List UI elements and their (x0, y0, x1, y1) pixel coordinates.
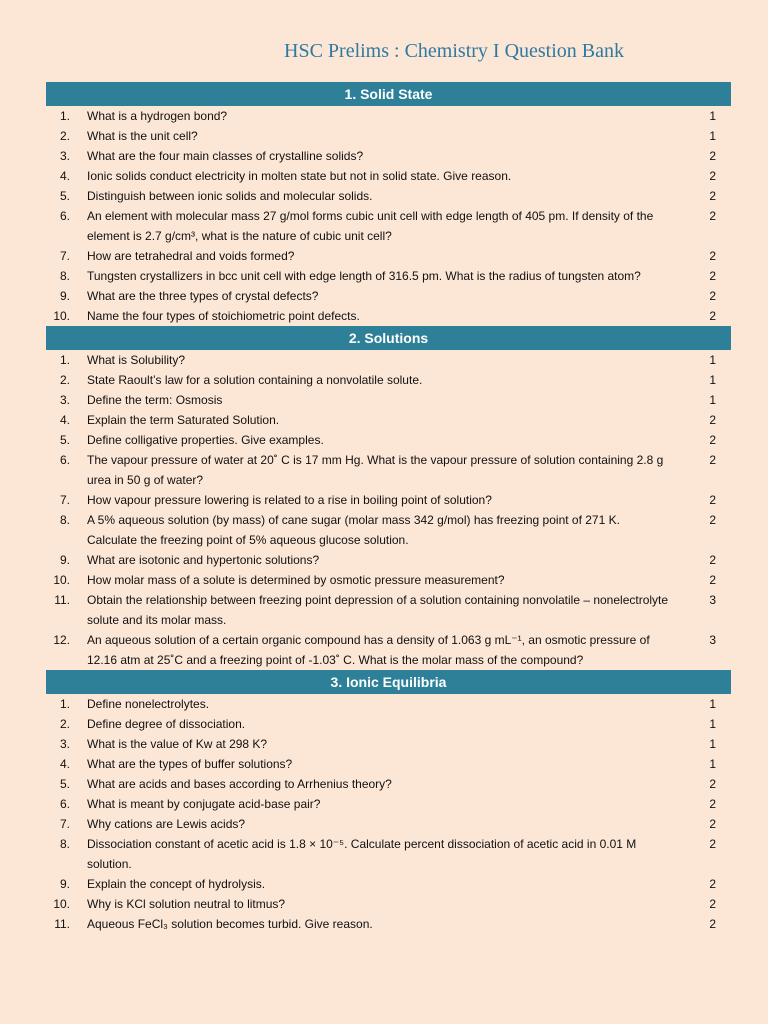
question-marks: 2 (709, 573, 716, 587)
question-row (46, 450, 731, 490)
question-row (46, 550, 731, 570)
question-marks: 1 (709, 129, 716, 143)
question-row (46, 914, 731, 934)
question-text: Define nonelectrolytes. (87, 697, 210, 711)
question-number: 8. (59, 513, 70, 527)
question-text: What is Solubility? (87, 353, 186, 367)
question-number: 2. (59, 373, 70, 387)
question-number: 3. (59, 393, 70, 407)
question-marks: 2 (709, 917, 716, 931)
question-row (46, 146, 731, 166)
question-text: An aqueous solution of a certain organic compound has a density of 1.063 g mL⁻¹, an osmotic pressure of 12.16 atm at 25˚C and a freezing point of -1.03˚ C. What is the molar mass of the compound? (87, 633, 650, 667)
question-row (46, 834, 731, 874)
question-row (46, 714, 731, 734)
question-row (46, 894, 731, 914)
question-text: What are the four main classes of crystalline solids? (87, 149, 364, 163)
question-row (46, 186, 731, 206)
question-row (46, 206, 731, 246)
question-number: 5. (59, 189, 70, 203)
question-marks: 2 (709, 553, 716, 567)
section-header: 2. Solutions (46, 326, 731, 350)
question-row (46, 266, 731, 286)
question-number: 3. (59, 149, 70, 163)
question-number: 9. (59, 553, 70, 567)
page-title: HSC Prelims : Chemistry I Question Bank (284, 40, 624, 62)
question-row (46, 754, 731, 774)
question-marks: 2 (709, 433, 716, 447)
question-text: State Raoult’s law for a solution containing a nonvolatile solute. (87, 373, 423, 387)
question-text: How molar mass of a solute is determined by osmotic pressure measurement? (87, 573, 505, 587)
question-number: 5. (59, 433, 70, 447)
question-row (46, 370, 731, 390)
question-marks: 3 (709, 633, 716, 647)
question-number: 3. (59, 737, 70, 751)
question-text: An element with molecular mass 27 g/mol forms cubic unit cell with edge length of 405 pm. If density of the element is 2.7 g/cm³, what is the nature of cubic unit cell? (87, 209, 654, 243)
question-number: 8. (59, 837, 70, 851)
question-text: Distinguish between ionic solids and molecular solids. (87, 189, 373, 203)
question-text: Define colligative properties. Give examples. (87, 433, 324, 447)
question-marks: 1 (709, 353, 716, 367)
question-row (46, 774, 731, 794)
question-marks: 2 (709, 169, 716, 183)
question-number: 11. (54, 917, 70, 931)
question-row (46, 286, 731, 306)
question-marks: 2 (709, 209, 716, 223)
question-number: 9. (59, 877, 70, 891)
question-text: What are acids and bases according to Arrhenius theory? (87, 777, 392, 791)
question-number: 2. (59, 129, 70, 143)
question-marks: 2 (709, 877, 716, 891)
question-row (46, 510, 731, 550)
question-number: 1. (59, 109, 70, 123)
question-marks: 1 (709, 373, 716, 387)
question-number: 5. (59, 777, 70, 791)
question-row (46, 246, 731, 266)
question-marks: 1 (709, 717, 716, 731)
question-text: What are the three types of crystal defects? (87, 289, 319, 303)
question-marks: 1 (709, 697, 716, 711)
question-marks: 2 (709, 797, 716, 811)
question-text: Explain the concept of hydrolysis. (87, 877, 266, 891)
section-header: 3. Ionic Equilibria (46, 670, 731, 694)
question-text: How are tetrahedral and voids formed? (87, 249, 295, 263)
question-number: 6. (59, 209, 70, 223)
question-row (46, 350, 731, 370)
question-number: 2. (59, 717, 70, 731)
question-text: Why cations are Lewis acids? (87, 817, 246, 831)
question-number: 8. (59, 269, 70, 283)
question-number: 7. (59, 817, 70, 831)
question-row (46, 734, 731, 754)
question-row (46, 694, 731, 714)
question-number: 10. (53, 309, 70, 323)
question-number: 9. (59, 289, 70, 303)
question-row (46, 874, 731, 894)
question-marks: 1 (709, 393, 716, 407)
question-number: 10. (53, 897, 70, 911)
question-number: 12. (53, 633, 70, 647)
question-number: 4. (59, 169, 70, 183)
question-row (46, 490, 731, 510)
question-marks: 2 (709, 149, 716, 163)
question-text: Explain the term Saturated Solution. (87, 413, 280, 427)
question-marks: 2 (709, 189, 716, 203)
question-row (46, 166, 731, 186)
question-number: 1. (59, 697, 70, 711)
question-number: 7. (59, 493, 70, 507)
question-marks: 3 (709, 593, 716, 607)
question-text: Obtain the relationship between freezing point depression of a solution containing nonvolatile – nonelectrolyte solute and its molar mass. (87, 593, 669, 627)
question-marks: 2 (709, 837, 716, 851)
question-row (46, 126, 731, 146)
question-text: A 5% aqueous solution (by mass) of cane sugar (molar mass 342 g/mol) has freezing point of 271 K. Calculate the freezing point of 5% aqueous glucose solution. (87, 513, 620, 547)
question-text: What is meant by conjugate acid-base pair? (87, 797, 321, 811)
question-number: 7. (59, 249, 70, 263)
question-marks: 2 (709, 413, 716, 427)
question-marks: 2 (709, 309, 716, 323)
question-marks: 2 (709, 289, 716, 303)
question-marks: 2 (709, 513, 716, 527)
question-text: What are isotonic and hypertonic solutions? (87, 553, 320, 567)
question-row (46, 430, 731, 450)
question-text: The vapour pressure of water at 20˚ C is 17 mm Hg. What is the vapour pressure of solution containing 2.8 g urea in 50 g of water? (87, 453, 664, 487)
question-row (46, 390, 731, 410)
question-marks: 2 (709, 777, 716, 791)
question-marks: 2 (709, 493, 716, 507)
question-row (46, 306, 731, 326)
question-row (46, 814, 731, 834)
question-text: Name the four types of stoichiometric point defects. (87, 309, 360, 323)
question-marks: 1 (709, 757, 716, 771)
question-number: 6. (59, 797, 70, 811)
section-header: 1. Solid State (46, 82, 731, 106)
question-marks: 2 (709, 453, 716, 467)
question-text: Tungsten crystallizers in bcc unit cell with edge length of 316.5 pm. What is the radius of tungsten atom? (87, 269, 641, 283)
question-text: Define the term: Osmosis (87, 393, 223, 407)
question-marks: 1 (709, 737, 716, 751)
question-row (46, 794, 731, 814)
question-text: What are the types of buffer solutions? (87, 757, 293, 771)
question-number: 11. (54, 593, 70, 607)
question-row (46, 590, 731, 630)
question-text: What is the unit cell? (87, 129, 198, 143)
question-text: Define degree of dissociation. (87, 717, 246, 731)
question-sections (46, 82, 731, 934)
question-marks: 1 (709, 109, 716, 123)
question-text: Why is KCl solution neutral to litmus? (87, 897, 286, 911)
question-text: How vapour pressure lowering is related to a rise in boiling point of solution? (87, 493, 492, 507)
question-text: Dissociation constant of acetic acid is 1.8 × 10⁻⁵. Calculate percent dissociation of acetic acid in 0.01 M solution. (87, 837, 637, 871)
question-text: What is a hydrogen bond? (87, 109, 228, 123)
question-number: 4. (59, 757, 70, 771)
question-row (46, 410, 731, 430)
question-number: 1. (59, 353, 70, 367)
question-text: Aqueous FeCl₃ solution becomes turbid. Give reason. (87, 917, 373, 931)
question-marks: 2 (709, 269, 716, 283)
question-marks: 2 (709, 817, 716, 831)
question-number: 10. (53, 573, 70, 587)
question-text: What is the value of Kw at 298 K? (87, 737, 268, 751)
question-number: 4. (59, 413, 70, 427)
question-row (46, 106, 731, 126)
question-marks: 2 (709, 897, 716, 911)
question-row (46, 630, 731, 670)
question-text: Ionic solids conduct electricity in molten state but not in solid state. Give reason. (87, 169, 512, 183)
question-row (46, 570, 731, 590)
question-number: 6. (59, 453, 70, 467)
question-marks: 2 (709, 249, 716, 263)
